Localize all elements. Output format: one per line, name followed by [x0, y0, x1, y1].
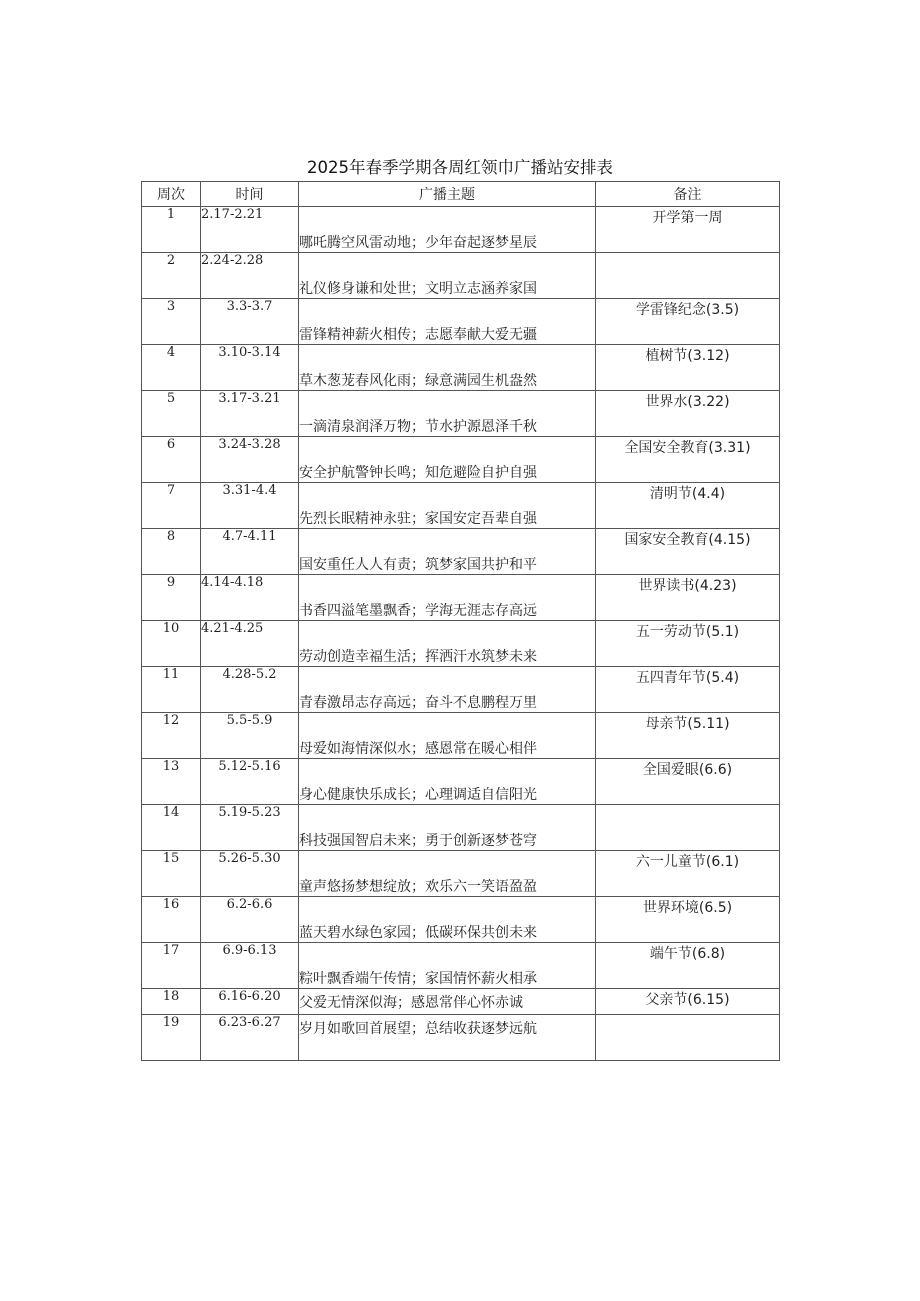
table-row	[142, 207, 780, 253]
theme-cell: 劳动创造幸福生活；挥洒汗水筑梦未来	[299, 621, 596, 667]
note-cell: 世界水(3.22)	[596, 391, 780, 437]
time-cell: 3.24-3.28	[201, 437, 299, 483]
time-cell: 5.26-5.30	[201, 851, 299, 897]
table-row	[142, 483, 780, 529]
theme-cell: 书香四溢笔墨飘香；学海无涯志存高远	[299, 575, 596, 621]
week-cell: 8	[142, 529, 201, 575]
table-row	[142, 667, 780, 713]
theme-cell: 科技强国智启未来；勇于创新逐梦苍穹	[299, 805, 596, 851]
week-cell: 10	[142, 621, 201, 667]
theme-cell: 蓝天碧水绿色家园；低碳环保共创未来	[299, 897, 596, 943]
time-cell: 6.2-6.6	[201, 897, 299, 943]
time-cell: 3.3-3.7	[201, 299, 299, 345]
note-cell: 母亲节(5.11)	[596, 713, 780, 759]
theme-cell: 雷锋精神薪火相传；志愿奉献大爱无疆	[299, 299, 596, 345]
header-time: 时间	[201, 182, 299, 207]
table-row	[142, 759, 780, 805]
theme-cell: 童声悠扬梦想绽放；欢乐六一笑语盈盈	[299, 851, 596, 897]
theme-cell: 粽叶飘香端午传情；家国情怀薪火相承	[299, 943, 596, 989]
note-cell: 五四青年节(5.4)	[596, 667, 780, 713]
table-body	[142, 207, 780, 1061]
week-cell: 5	[142, 391, 201, 437]
time-cell: 4.21-4.25	[201, 621, 299, 667]
week-cell: 11	[142, 667, 201, 713]
header-note: 备注	[596, 182, 780, 207]
note-cell: 开学第一周	[596, 207, 780, 253]
table-row	[142, 253, 780, 299]
note-cell: 世界环境(6.5)	[596, 897, 780, 943]
note-cell: 五一劳动节(5.1)	[596, 621, 780, 667]
note-cell: 父亲节(6.15)	[596, 989, 780, 1015]
theme-cell: 岁月如歌回首展望；总结收获逐梦远航	[299, 1015, 596, 1061]
table-row	[142, 575, 780, 621]
note-cell: 全国安全教育(3.31)	[596, 437, 780, 483]
week-cell: 9	[142, 575, 201, 621]
table-row	[142, 989, 780, 1015]
time-cell: 6.16-6.20	[201, 989, 299, 1015]
theme-cell: 礼仪修身谦和处世；文明立志涵养家国	[299, 253, 596, 299]
note-cell: 全国爱眼(6.6)	[596, 759, 780, 805]
table-row	[142, 851, 780, 897]
table-header-row	[142, 182, 780, 207]
time-cell: 4.7-4.11	[201, 529, 299, 575]
week-cell: 13	[142, 759, 201, 805]
note-cell: 植树节(3.12)	[596, 345, 780, 391]
time-cell: 6.9-6.13	[201, 943, 299, 989]
note-cell: 学雷锋纪念(3.5)	[596, 299, 780, 345]
time-cell: 2.17-2.21	[201, 207, 299, 253]
time-cell: 3.10-3.14	[201, 345, 299, 391]
week-cell: 2	[142, 253, 201, 299]
time-cell: 5.12-5.16	[201, 759, 299, 805]
theme-cell: 父爱无情深似海；感恩常伴心怀赤诚	[299, 989, 596, 1015]
note-cell: 世界读书(4.23)	[596, 575, 780, 621]
theme-cell: 身心健康快乐成长；心理调适自信阳光	[299, 759, 596, 805]
week-cell: 1	[142, 207, 201, 253]
time-cell: 3.31-4.4	[201, 483, 299, 529]
theme-cell: 一滴清泉润泽万物；节水护源恩泽千秋	[299, 391, 596, 437]
week-cell: 3	[142, 299, 201, 345]
theme-cell: 先烈长眠精神永驻；家国安定吾辈自强	[299, 483, 596, 529]
time-cell: 4.28-5.2	[201, 667, 299, 713]
week-cell: 12	[142, 713, 201, 759]
theme-cell: 草木葱茏春风化雨；绿意满园生机盎然	[299, 345, 596, 391]
table-row	[142, 805, 780, 851]
table-row	[142, 345, 780, 391]
note-cell	[596, 253, 780, 299]
note-cell	[596, 1015, 780, 1061]
note-cell	[596, 805, 780, 851]
table-row	[142, 943, 780, 989]
time-cell: 5.19-5.23	[201, 805, 299, 851]
theme-cell: 母爱如海情深似水；感恩常在暖心相伴	[299, 713, 596, 759]
time-cell: 3.17-3.21	[201, 391, 299, 437]
week-cell: 4	[142, 345, 201, 391]
table-row	[142, 437, 780, 483]
page-title: 2025年春季学期各周红领巾广播站安排表	[307, 158, 613, 177]
note-cell: 六一儿童节(6.1)	[596, 851, 780, 897]
week-cell: 14	[142, 805, 201, 851]
table-row	[142, 897, 780, 943]
note-cell: 端午节(6.8)	[596, 943, 780, 989]
table-row	[142, 713, 780, 759]
table-row	[142, 299, 780, 345]
week-cell: 19	[142, 1015, 201, 1061]
time-cell: 6.23-6.27	[201, 1015, 299, 1061]
theme-cell: 国安重任人人有责；筑梦家国共护和平	[299, 529, 596, 575]
time-cell: 5.5-5.9	[201, 713, 299, 759]
table-row	[142, 621, 780, 667]
week-cell: 6	[142, 437, 201, 483]
table-row	[142, 529, 780, 575]
table-row	[142, 1015, 780, 1061]
week-cell: 17	[142, 943, 201, 989]
week-cell: 7	[142, 483, 201, 529]
note-cell: 清明节(4.4)	[596, 483, 780, 529]
header-theme: 广播主题	[299, 182, 596, 207]
time-cell: 2.24-2.28	[201, 253, 299, 299]
table-row	[142, 391, 780, 437]
theme-cell: 安全护航警钟长鸣；知危避险自护自强	[299, 437, 596, 483]
theme-cell: 青春激昂志存高远；奋斗不息鹏程万里	[299, 667, 596, 713]
week-cell: 18	[142, 989, 201, 1015]
week-cell: 15	[142, 851, 201, 897]
note-cell: 国家安全教育(4.15)	[596, 529, 780, 575]
time-cell: 4.14-4.18	[201, 575, 299, 621]
schedule-table	[141, 181, 780, 1061]
theme-cell: 哪吒腾空风雷动地；少年奋起逐梦星辰	[299, 207, 596, 253]
header-week: 周次	[142, 182, 201, 207]
week-cell: 16	[142, 897, 201, 943]
